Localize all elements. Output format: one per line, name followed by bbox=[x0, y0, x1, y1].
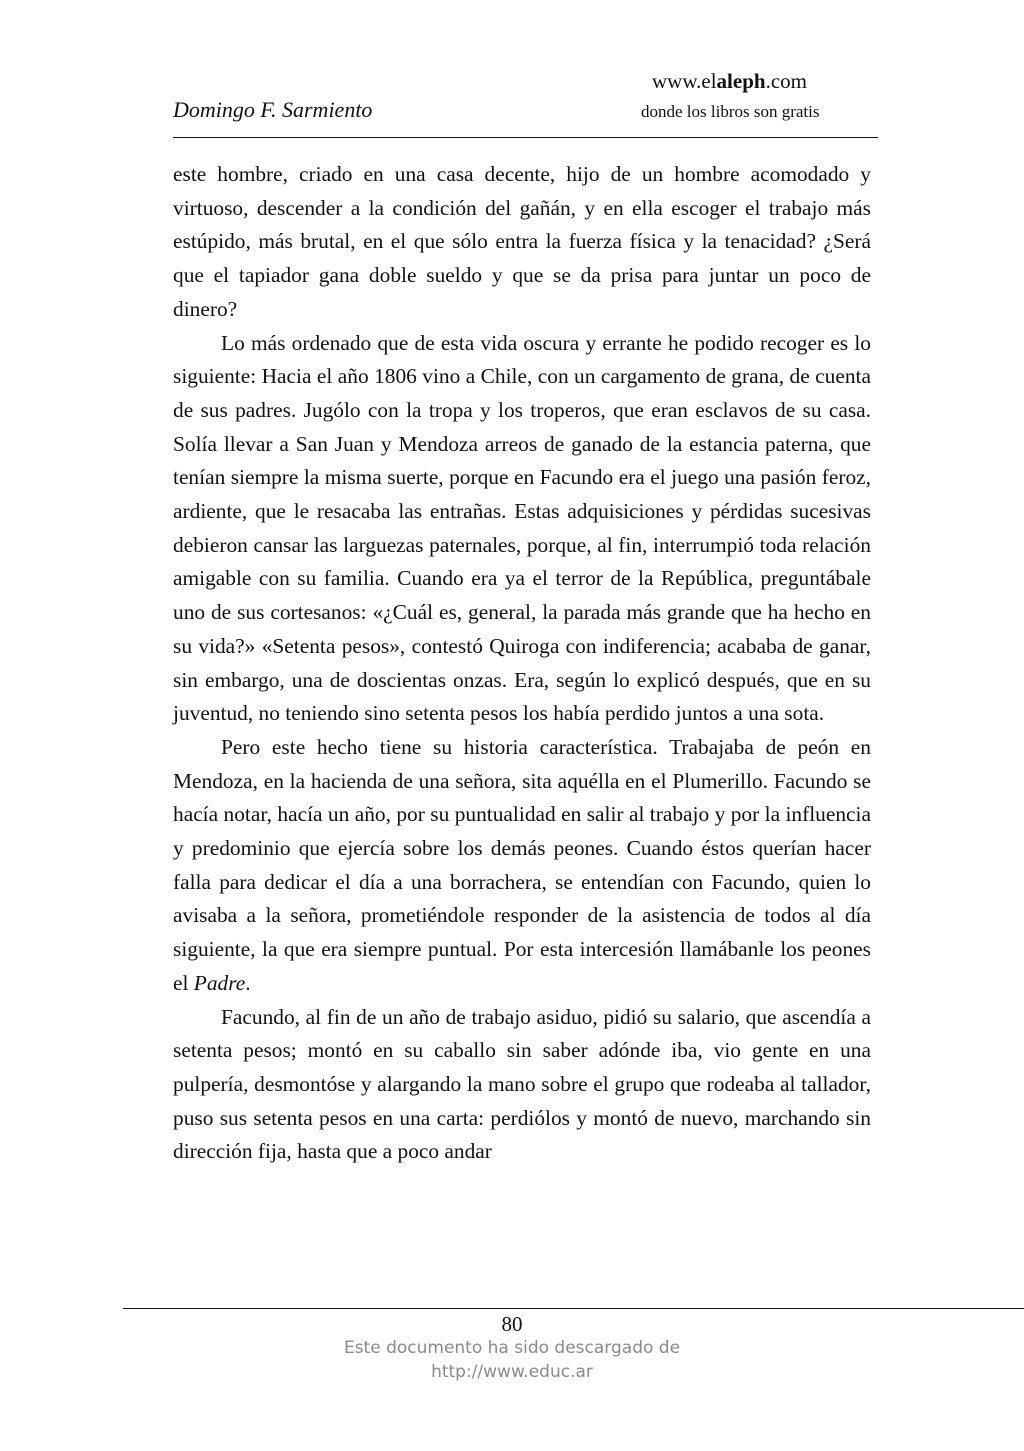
paragraph-3-italic-word: Padre bbox=[193, 970, 246, 995]
site-url-prefix: www.el bbox=[652, 69, 717, 93]
paragraph-1: este hombre, criado en una casa decente, hijo de un hombre acomodado y virtuoso, descender a la condición del gañán, y en ella escoger el trabajo más estúpido, más brutal, en el que sólo entra la fuerza física y la tenacidad? ¿Será que el tapiador gana doble sueldo y que se da prisa para juntar un poco de dinero? bbox=[173, 162, 871, 321]
site-url-brand: aleph bbox=[716, 69, 766, 93]
paragraph-2: Lo más ordenado que de esta vida oscura y errante he podido recoger es lo siguiente: Hacia el año 1806 vino a Chile, con un cargamento de grana, de cuenta de sus padres. Jugólo con la tropa y los troperos, que eran esclavos de su casa. Solía llevar a San Juan y Mendoza arreos de ganado de la estancia paterna, que tenían siempre la misma suerte, porque en Facundo era el juego una pasión feroz, ardiente, que le resacaba las entrañas. Estas adquisiciones y pérdidas sucesivas debieron cansar las larguezas paternales, porque, al fin, interrumpió toda relación amigable con su familia. Cuando era ya el terror de la República, preguntábale uno de sus cortesanos: «¿Cuál es, general, la parada más grande que ha hecho en su vida?» «Setenta pesos», contestó Quiroga con indiferencia; acababa de ganar, sin embargo, una de doscientas onzas. Era, según lo explicó después, que en su juventud, no teniendo sino setenta pesos los había perdido juntos a una sota. bbox=[173, 330, 871, 726]
site-url bbox=[652, 69, 807, 93]
header-divider bbox=[173, 137, 878, 138]
page-body bbox=[173, 158, 871, 1169]
source-note bbox=[0, 1336, 1024, 1384]
site-tagline: donde los libros son gratis bbox=[641, 102, 820, 121]
site-url-suffix: .com bbox=[765, 69, 807, 93]
page-number: 80 bbox=[501, 1312, 523, 1336]
paragraph-4: Facundo, al fin de un año de trabajo asiduo, pidió su salario, que ascendía a setenta pesos; montó en su caballo sin saber adónde iba, vio gente en una pulpería, desmontóse y alargando la mano sobre el grupo que rodeaba al tallador, puso sus setenta pesos en una carta: perdiólos y montó de nuevo, marchando sin dirección fija, hasta que a poco andar bbox=[173, 1004, 871, 1164]
source-note-url: http://www.educ.ar bbox=[431, 1362, 593, 1382]
author-name: Domingo F. Sarmiento bbox=[173, 97, 373, 122]
paragraph-3 bbox=[173, 731, 871, 1001]
paragraph-3-text: Pero este hecho tiene su historia característica. Trabajaba de peón en Mendoza, en la hacienda de una señora, sita aquélla en el Plumerillo. Facundo se hacía notar, hacía un año, por su puntualidad en salir al trabajo y por la influencia y predominio que ejercía sobre los demás peones. Cuando éstos querían hacer falla para dedicar el día a una borrachera, se entendían con Facundo, quien lo avisaba a la señora, prometiéndole responder de la asistencia de todos al día siguiente, la que era siempre puntual. Por esta intercesión llamábanle los peones el bbox=[173, 734, 871, 995]
source-note-line-1: Este documento ha sido descargado de bbox=[343, 1338, 681, 1358]
footer-divider bbox=[123, 1308, 1024, 1309]
page-header bbox=[0, 0, 1024, 140]
paragraph-3-end: . bbox=[245, 970, 251, 995]
